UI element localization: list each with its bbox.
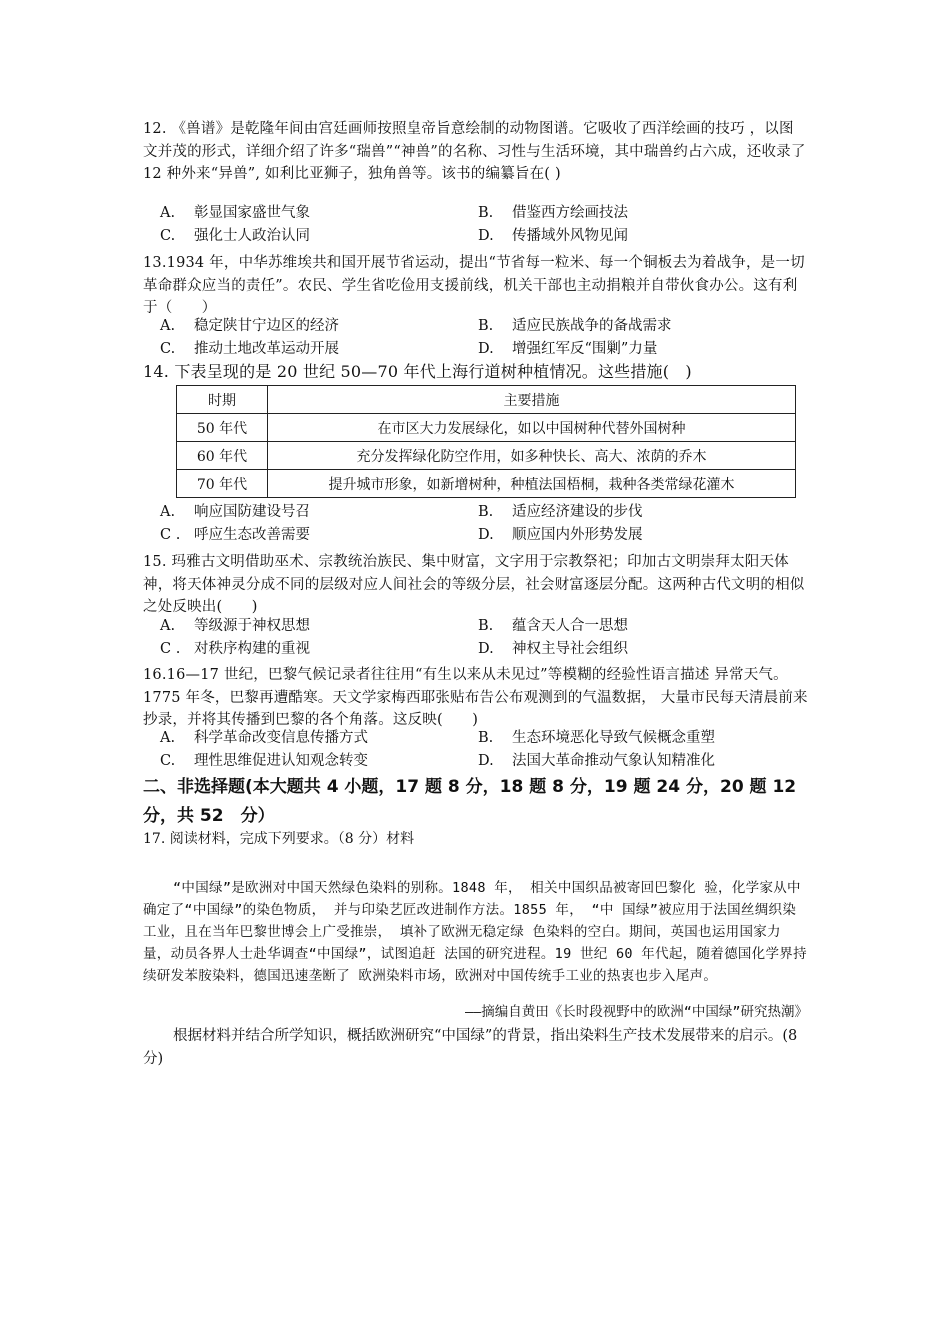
table-cell: 60 年代 (177, 442, 268, 470)
option-b[interactable]: B. 适应经济建设的步伐 (478, 504, 643, 520)
question-17-material: “中国绿”是欧洲对中国天然绿色染料的别称。1848 年， 相关中国织品被寄回巴黎化 验，化学家从中确定了“中国绿”的染色物质， 并与印染艺匠改进制作方法。1855 年， “中 国绿”被应用于法国丝绸织染工业，且在当年巴黎世博会上广受推崇， 填补了欧洲无稳定绿 色染料的空白。期间，英国也运用国家力量，动员各界人士赴华调查“中国绿”，试图追赶 法国的研究进程。19 世纪 60 年代起，随着德国化学界持续研发苯胺染料，德国迅速垄断了 欧洲染料市场，欧洲对中国传统手工业的热衷也步入尾声。 (143, 880, 807, 984)
question-14-options (160, 501, 800, 547)
table-cell: 在市区大力发展绿化，如以中国树种代替外国树种 (268, 414, 796, 442)
option-c[interactable]: C. 理性思维促进认知观念转变 (160, 753, 368, 769)
section-2-heading: 二、非选择题(本大题共 4 小题，17 题 8 分，18 题 8 分，19 题 24 分，20 题 12 分，共 52 分） (143, 777, 797, 826)
question-15-options (160, 615, 800, 661)
question-12-options (160, 202, 800, 248)
option-a[interactable]: A. 等级源于神权思想 (160, 618, 310, 634)
material-source: ——摘编自黄田《长时段视野中的欧洲“中国绿”研究热潮》 (464, 1004, 808, 1020)
option-a[interactable]: A. 彰显国家盛世气象 (160, 205, 310, 221)
option-d[interactable]: D. 顺应国内外形势发展 (478, 527, 643, 543)
option-b[interactable]: B. 适应民族战争的备战需求 (478, 318, 672, 334)
table-header-row (177, 386, 796, 414)
option-b[interactable]: B. 借鉴西方绘画技法 (478, 205, 628, 221)
table-cell: 充分发挥绿化防空作用，如多种快长、高大、浓荫的乔木 (268, 442, 796, 470)
table-cell: 70 年代 (177, 470, 268, 498)
option-a[interactable]: A. 科学革命改变信息传播方式 (160, 730, 368, 746)
table-row (177, 442, 796, 470)
question-15-stem: 15. 玛雅古文明借助巫术、宗教统治族民、集中财富，文字用于宗教祭祀；印加古文明崇拜太阳天体神，将天体神灵分成不同的层级对应人间社会的等级分层，社会财富逐层分配。这两种古代文明的相似之处反映出( ) (143, 554, 805, 615)
option-d[interactable]: D. 神权主导社会组织 (478, 641, 628, 657)
question-12-stem: 12. 《兽谱》是乾隆年间由宫廷画师按照皇帝旨意绘制的动物图谱。它吸收了西洋绘画的技巧 ，以图文并茂的形式，详细介绍了许多“瑞兽”“神兽”的名称、习性与生活环境，其中瑞兽约占六成，还收录了 12 种外来“异兽”, 如利比亚狮子，独角兽等。该书的编纂旨在( ) (143, 121, 806, 182)
question-14-stem: 14. 下表呈现的是 20 世纪 50—70 年代上海行道树种植情况。这些措施( ) (143, 362, 692, 381)
option-c[interactable]: C . 对秩序构建的重视 (160, 641, 310, 657)
question-16-stem: 16.16—17 世纪，巴黎气候记录者往往用“有生以来从未见过”等模糊的经验性语言描述 异常天气。1775 年冬，巴黎再遭酷寒。天文学家梅西耶张贴布告公布观测到的气温数据， 大量市民每天清晨前来抄录，并将其传播到巴黎的各个角落。这反映( ) (143, 667, 808, 728)
option-a[interactable]: A. 响应国防建设号召 (160, 504, 310, 520)
question-13-options (160, 315, 800, 361)
table-cell: 提升城市形象，如新增树种，种植法国梧桐，栽种各类常绿花灌木 (268, 470, 796, 498)
option-d[interactable]: D. 增强红军反“围剿”力量 (478, 341, 658, 357)
option-b[interactable]: B. 蕴含天人合一思想 (478, 618, 628, 634)
option-b[interactable]: B. 生态环境恶化导致气候概念重塑 (478, 730, 715, 746)
question-17-task: 根据材料并结合所学知识，概括欧洲研究“中国绿”的背景，指出染料生产技术发展带来的启示。(8 分) (143, 1028, 798, 1067)
table-row (177, 470, 796, 498)
question-17-stem: 17. 阅读材料，完成下列要求。（8 分）材料 (143, 831, 415, 847)
option-c[interactable]: C . 呼应生态改善需要 (160, 527, 310, 543)
question-16-options (160, 727, 800, 773)
table-header: 主要措施 (268, 386, 796, 414)
option-a[interactable]: A. 稳定陕甘宁边区的经济 (160, 318, 339, 334)
option-c[interactable]: C. 强化士人政治认同 (160, 228, 310, 244)
option-d[interactable]: D. 法国大革命推动气象认知精准化 (478, 753, 715, 769)
question-13-stem: 13.1934 年，中华苏维埃共和国开展节省运动，提出“节省每一粒米、每一个铜板去为着战争，是一切革命群众应当的责任”。农民、学生省吃俭用支援前线，机关干部也主动捐粮并自带伙食办公。这有利于（ ） (143, 255, 805, 316)
table-cell: 50 年代 (177, 414, 268, 442)
table-row (177, 414, 796, 442)
table-header: 时期 (177, 386, 268, 414)
tree-planting-table (176, 385, 796, 498)
option-d[interactable]: D. 传播域外风物见闻 (478, 228, 628, 244)
option-c[interactable]: C. 推动土地改革运动开展 (160, 341, 339, 357)
